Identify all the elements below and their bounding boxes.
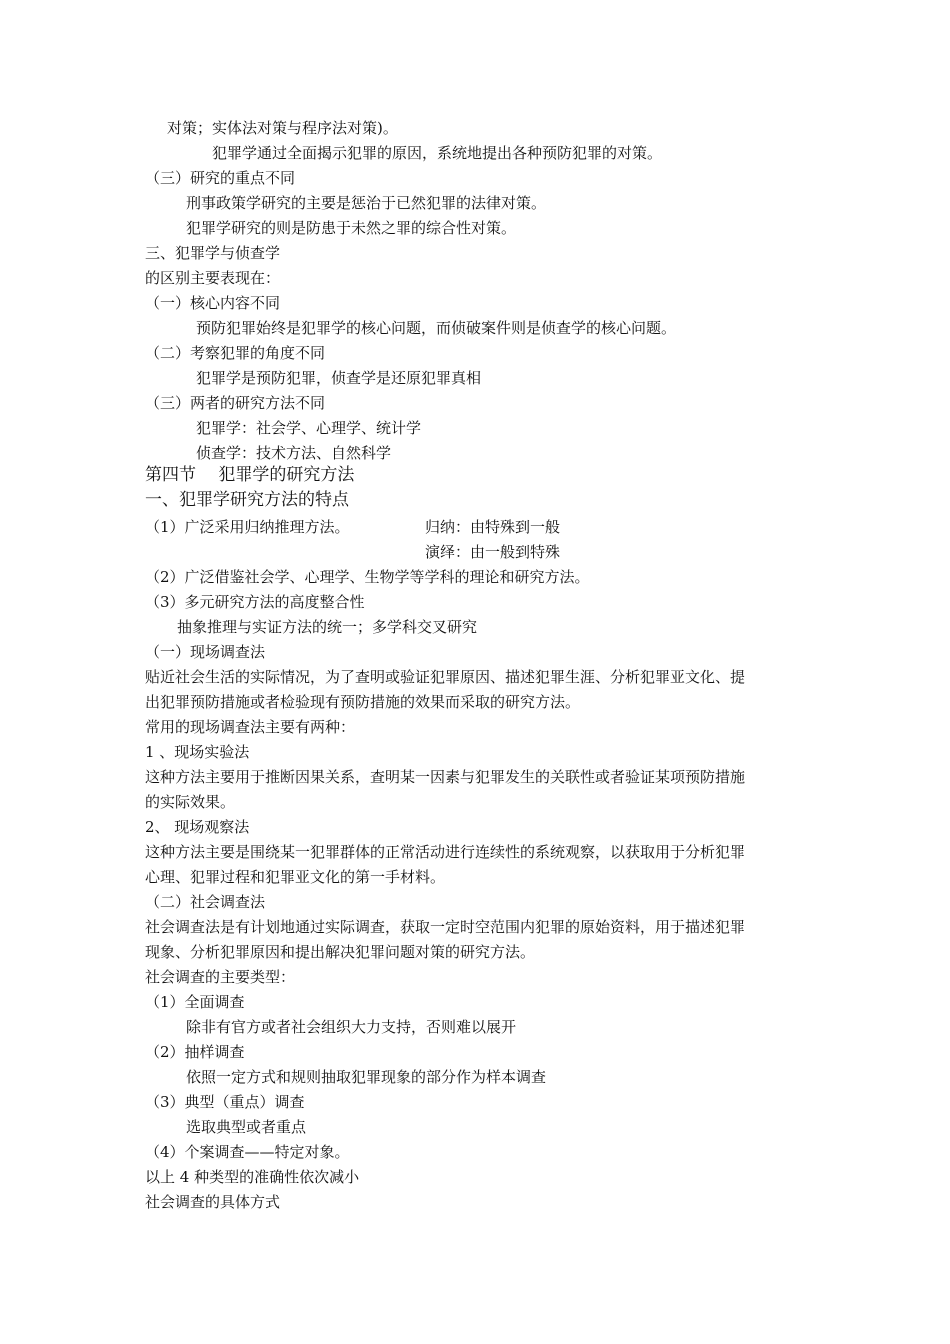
section-heading: （三）研究的重点不同 bbox=[145, 169, 296, 187]
text-line: 侦查学：技术方法、自然科学 bbox=[196, 444, 392, 462]
text-line: 社会调查的主要类型： bbox=[145, 968, 296, 986]
text-line: 社会调查的具体方式 bbox=[145, 1193, 281, 1211]
text-line: （2）广泛借鉴社会学、心理学、生物学等学科的理论和研究方法。 bbox=[145, 568, 590, 586]
section-heading: （一）现场调查法 bbox=[145, 643, 266, 661]
text-line: 以上 4 种类型的准确性依次减小 bbox=[145, 1168, 360, 1186]
section-heading: 一、犯罪学研究方法的特点 bbox=[145, 490, 349, 510]
text-line: 现象、分析犯罪原因和提出解决犯罪问题对策的研究方法。 bbox=[145, 943, 536, 961]
section-heading: （一）核心内容不同 bbox=[145, 294, 281, 312]
section-heading: 三、犯罪学与侦查学 bbox=[145, 244, 281, 262]
text-line: 心理、犯罪过程和犯罪亚文化的第一手材料。 bbox=[145, 868, 446, 886]
section-heading: （三）两者的研究方法不同 bbox=[145, 394, 326, 412]
text-line: 预防犯罪始终是犯罪学的核心问题，而侦破案件则是侦查学的核心问题。 bbox=[196, 319, 677, 337]
text-line: 演绎：由一般到特殊 bbox=[425, 543, 561, 561]
text-line: 常用的现场调查法主要有两种： bbox=[145, 718, 356, 736]
section-heading: 1 、现场实验法 bbox=[145, 743, 250, 761]
text-line: 社会调查法是有计划地通过实际调查，获取一定时空范围内犯罪的原始资料，用于描述犯罪 bbox=[145, 918, 746, 936]
text-line: 抽象推理与实证方法的统一；多学科交叉研究 bbox=[177, 618, 478, 636]
text-line: 犯罪学是预防犯罪，侦查学是还原犯罪真相 bbox=[196, 369, 482, 387]
text-line: 出犯罪预防措施或者检验现有预防措施的效果而采取的研究方法。 bbox=[145, 693, 581, 711]
text-line: （3）多元研究方法的高度整合性 bbox=[145, 593, 365, 611]
text-line: 犯罪学：社会学、心理学、统计学 bbox=[196, 419, 422, 437]
text-line: 对策；实体法对策与程序法对策)。 bbox=[167, 119, 398, 137]
section-heading: （3）典型（重点）调查 bbox=[145, 1093, 305, 1111]
text-line: 归纳：由特殊到一般 bbox=[425, 518, 561, 536]
section-heading: （二）社会调查法 bbox=[145, 893, 266, 911]
text-line: （1）广泛采用归纳推理方法。 bbox=[145, 518, 350, 536]
text-line: 犯罪学通过全面揭示犯罪的原因，系统地提出各种预防犯罪的对策。 bbox=[212, 144, 663, 162]
section-heading: 2、 现场观察法 bbox=[145, 818, 250, 836]
text-line: 依照一定方式和规则抽取犯罪现象的部分作为样本调查 bbox=[186, 1068, 547, 1086]
section-heading: （1）全面调查 bbox=[145, 993, 245, 1011]
text-line: 犯罪学研究的则是防患于未然之罪的综合性对策。 bbox=[186, 219, 517, 237]
text-line: 刑事政策学研究的主要是惩治于已然犯罪的法律对策。 bbox=[186, 194, 547, 212]
text-line: 的实际效果。 bbox=[145, 793, 236, 811]
text-line: 选取典型或者重点 bbox=[186, 1118, 307, 1136]
section-heading: （二）考察犯罪的角度不同 bbox=[145, 344, 326, 362]
section-heading: （2）抽样调查 bbox=[145, 1043, 245, 1061]
section-heading: （4）个案调查——特定对象。 bbox=[145, 1143, 350, 1161]
chapter-heading: 第四节 犯罪学的研究方法 bbox=[145, 465, 355, 485]
text-line: 除非有官方或者社会组织大力支持，否则难以展开 bbox=[186, 1018, 517, 1036]
text-line: 这种方法主要用于推断因果关系，查明某一因素与犯罪发生的关联性或者验证某项预防措施 bbox=[145, 768, 746, 786]
text-line: 的区别主要表现在： bbox=[145, 269, 281, 287]
text-line: 这种方法主要是围绕某一犯罪群体的正常活动进行连续性的系统观察，以获取用于分析犯罪 bbox=[145, 843, 746, 861]
text-line: 贴近社会生活的实际情况，为了查明或验证犯罪原因、描述犯罪生涯、分析犯罪亚文化、提 bbox=[145, 668, 746, 686]
